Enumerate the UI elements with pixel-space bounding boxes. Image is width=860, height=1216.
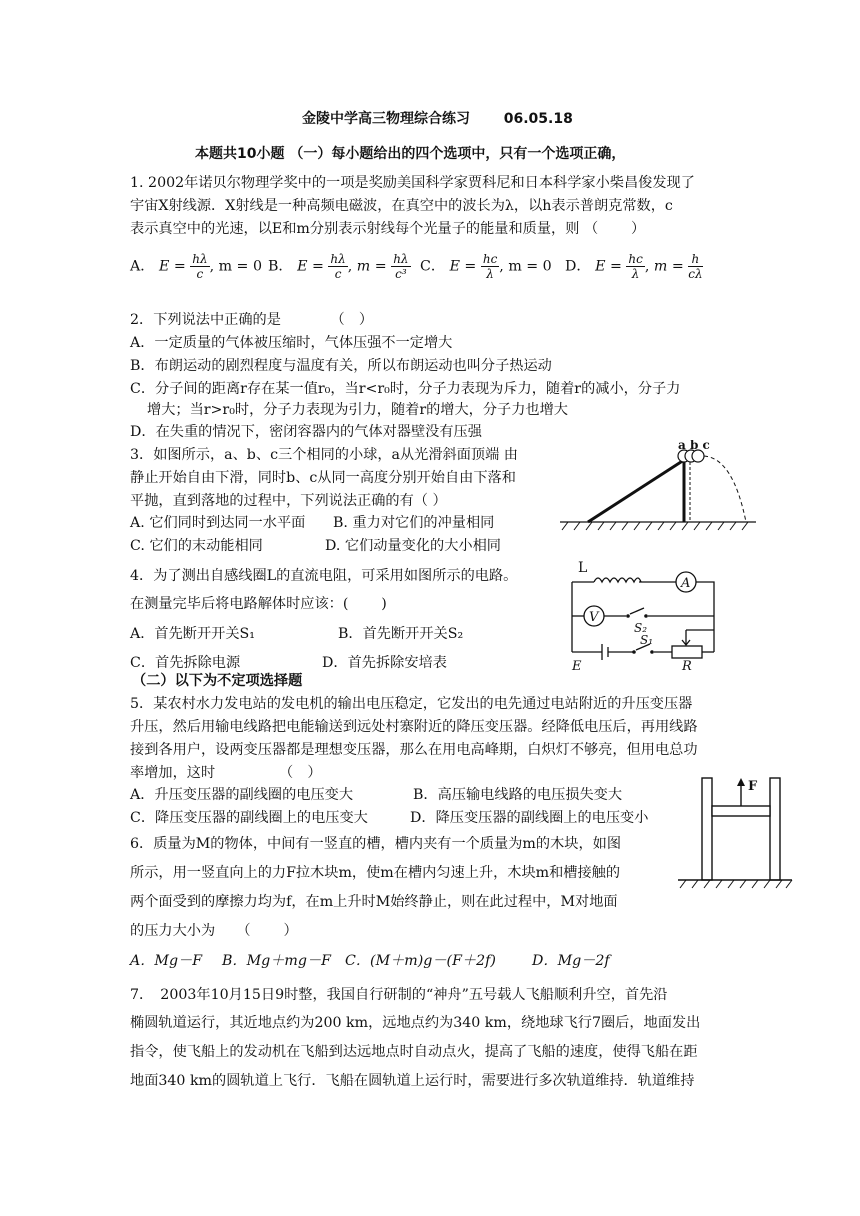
q1-option-a: A． E = $\frac{h\lambda}{c}$ , m = 0 bbox=[130, 252, 262, 281]
q4-option-d: D．首先拆除安培表 bbox=[322, 655, 447, 671]
q3-line2: 静止开始自由下滑，同时b、c从同一高度分别开始自由下落和 bbox=[130, 470, 516, 486]
q6-option-d: D．Mg－2f bbox=[532, 953, 610, 969]
q6-line1: 6．质量为M的物体，中间有一竖直的槽，槽内夹有一个质量为m的木块，如图 bbox=[130, 836, 622, 852]
q3-option-a: A. 它们同时到达同一水平面 bbox=[130, 515, 306, 531]
section-one-heading: 本题共10小题 （一）每小题给出的四个选项中，只有一个选项正确， bbox=[195, 146, 626, 162]
fig-label-a: A bbox=[681, 576, 691, 591]
q7-line2: 椭圆轨道运行，其近地点约为200 km，远地点约为340 km，绕地球飞行7圈后，地面发出 bbox=[130, 1015, 701, 1031]
q7-line3: 指令，使飞船上的发动机在飞船到达远地点时自动点火，提高了飞船的速度，使得飞船在距 bbox=[130, 1044, 698, 1060]
q5-option-c: C．降压变压器的副线圈上的电压变大 bbox=[130, 810, 368, 826]
q2-option-d: D．在失重的情况下，密闭容器内的气体对器壁没有压强 bbox=[130, 424, 482, 440]
q2-option-c-line1: C．分子间的距离r存在某一值r₀，当r<r₀时，分子力表现为斥力，随着r的减小，分子力 bbox=[130, 381, 681, 397]
q1-option-b: B． E = $\frac{h\lambda}{c}$ , m = $\frac{h\lambda}{\text{c³}}$ bbox=[268, 252, 409, 281]
q5-option-b: B．高压输电线路的电压损失变大 bbox=[413, 787, 623, 803]
q2-option-b: B．布朗运动的剧烈程度与温度有关，所以布朗运动也叫分子热运动 bbox=[130, 358, 552, 374]
q2-stem: 2．下列说法中正确的是 （ ） bbox=[130, 312, 374, 328]
q3-option-d: D. 它们动量变化的大小相同 bbox=[325, 538, 501, 554]
q6-line3: 两个面受到的摩擦力均为f，在m上升时M始终静止，则在此过程中，M对地面 bbox=[130, 894, 618, 910]
q6-line4: 的压力大小为 （ ） bbox=[130, 923, 298, 939]
q1-line3: 表示真空中的光速，以E和m分别表示射线每个光量子的能量和质量，则 （ ） bbox=[130, 221, 646, 237]
q7-line1: 7． 2003年10月15日9时整，我国自行研制的“神舟”五号载人飞船顺利升空，首先沿 bbox=[130, 987, 668, 1003]
q2-option-a: A．一定质量的气体被压缩时，气体压强不一定增大 bbox=[130, 335, 453, 351]
q4-option-a: A．首先断开开关S₁ bbox=[130, 626, 255, 642]
q6-figure bbox=[674, 772, 794, 898]
q6-option-c: C．(M＋m)g－(F＋2f) bbox=[345, 953, 496, 969]
q1-line1: 1. 2002年诺贝尔物理学奖中的一项是奖励美国科学家贾科尼和日本科学家小柴昌俊发现了 bbox=[130, 175, 695, 191]
q5-option-d: D．降压变压器的副线圈上的电压变小 bbox=[410, 810, 649, 826]
q3-ball-labels: a b c bbox=[678, 440, 710, 452]
q6-option-b: B．Mg＋mg－F bbox=[222, 953, 331, 969]
q5-line3: 接到各用户，设两变压器都是理想变压器，那么在用电高峰期，白炽灯不够亮，但用电总功 bbox=[130, 742, 698, 758]
q3-figure bbox=[558, 440, 758, 535]
fig-label-r: R bbox=[682, 659, 692, 674]
q1-option-d: D． E = $\frac{hc}{\lambda}$ , m = $\frac{h}{c\lambda}$ bbox=[565, 252, 703, 281]
q3-option-c: C. 它们的末动能相同 bbox=[130, 538, 263, 554]
fig-label-s1: S₁ bbox=[640, 633, 654, 647]
q6-force-label: F bbox=[748, 779, 758, 794]
title-text: 金陵中学高三物理综合练习 bbox=[302, 111, 470, 127]
q4-option-b: B．首先断开开关S₂ bbox=[338, 626, 464, 642]
q5-line2: 升压，然后用输电线路把电能输送到远处村寨附近的降压变压器。经降低电压后，再用线路 bbox=[130, 719, 698, 735]
q4-line2: 在测量完毕后将电路解体时应该：( ) bbox=[130, 596, 387, 612]
q6-option-a: A．Mg－F bbox=[130, 953, 203, 969]
q7-line4: 地面340 km的圆轨道上飞行．飞船在圆轨道上运行时，需要进行多次轨道维持．轨道维持 bbox=[130, 1073, 695, 1089]
fig-label-e: E bbox=[572, 659, 582, 674]
title-date: 06.05.18 bbox=[503, 111, 573, 127]
fig-label-l: L bbox=[578, 560, 588, 576]
q3-line3: 平抛，直到落地的过程中，下列说法正确的有（ ） bbox=[130, 493, 447, 509]
q4-line1: 4．为了测出自感线圈L的直流电阻，可采用如图所示的电路。 bbox=[130, 568, 518, 584]
q1-line2: 宇宙X射线源．X射线是一种高频电磁波，在真空中的波长为λ，以h表示普朗克常数，c bbox=[130, 198, 673, 214]
page-title bbox=[302, 108, 573, 128]
q1-option-c: C． E = $\frac{hc}{\lambda}$ , m = 0 bbox=[420, 252, 552, 281]
q6-line2: 所示，用一竖直向上的力F拉木块m，使m在槽内匀速上升，木块m和槽接触的 bbox=[130, 865, 621, 881]
q4-circuit-figure bbox=[564, 556, 724, 674]
q2-option-c-line2: 增大；当r>r₀时，分子力表现为引力，随着r的增大，分子力也增大 bbox=[147, 402, 568, 418]
fig-label-s2: S₂ bbox=[634, 621, 648, 635]
q3-line1: 3．如图所示，a、b、c三个相同的小球，a从光滑斜面顶端 由 bbox=[130, 447, 518, 463]
section-two-heading: （二）以下为不定项选择题 bbox=[132, 673, 303, 689]
q3-option-b: B. 重力对它们的冲量相同 bbox=[333, 515, 495, 531]
q5-line1: 5．某农村水力发电站的发电机的输出电压稳定，它发出的电先通过电站附近的升压变压器 bbox=[130, 696, 693, 712]
fig-label-v: V bbox=[589, 610, 599, 625]
q5-option-a: A．升压变压器的副线圈的电压变大 bbox=[130, 787, 354, 803]
q5-line4: 率增加，这时 （ ） bbox=[130, 765, 322, 781]
q4-option-c: C．首先拆除电源 bbox=[130, 655, 241, 671]
